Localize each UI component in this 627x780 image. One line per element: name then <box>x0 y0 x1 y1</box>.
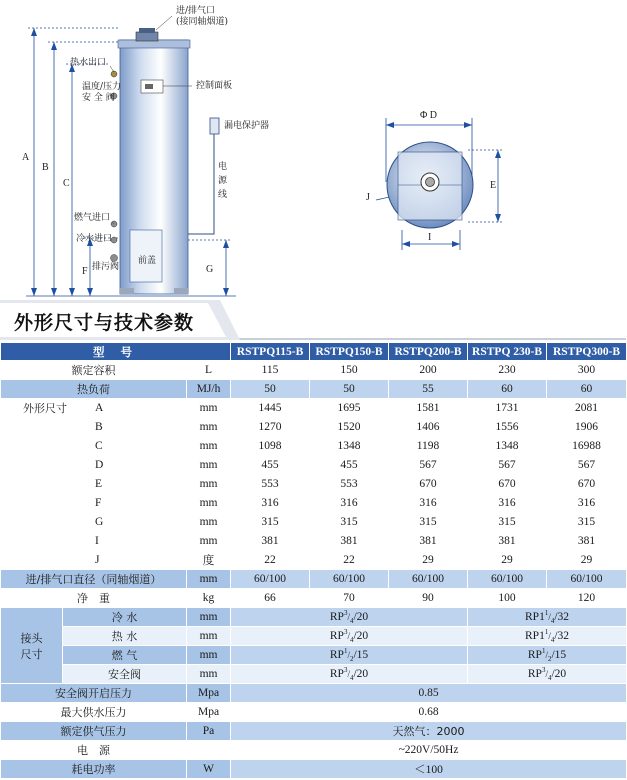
fitting-small-models <box>231 646 468 665</box>
row-unit: mm <box>187 513 231 532</box>
connection-name: 安全阀 <box>63 665 187 684</box>
temp-pressure-valve-label-2: 安 全 阀 <box>82 93 115 103</box>
dim-spacer <box>1 494 63 513</box>
fitting-denominator: 2 <box>547 655 552 664</box>
table-row <box>1 684 627 703</box>
row-unit: W <box>187 760 231 779</box>
cell-value: 1198 <box>389 437 468 456</box>
cell-value: 60/100 <box>547 570 627 589</box>
row-unit: 度 <box>187 551 231 570</box>
connection-name: 热 水 <box>63 627 187 646</box>
dim-spacer <box>1 456 63 475</box>
fitting-large-models <box>468 665 627 684</box>
dim-i-label: I <box>428 232 432 243</box>
table-row <box>1 703 627 722</box>
section-title-bar <box>0 300 626 340</box>
table-row <box>1 608 627 627</box>
cold-water-inlet-label: 冷水进口 <box>76 234 113 244</box>
cell-value: 553 <box>231 475 310 494</box>
fitting-denominator: 4 <box>349 636 354 645</box>
connections-label-line2: 尺寸 <box>20 647 43 661</box>
fitting-numerator: 1 <box>343 646 348 655</box>
cell-value: 315 <box>310 513 389 532</box>
row-unit: mm <box>187 532 231 551</box>
row-label: 热负荷 <box>1 380 187 399</box>
row-unit: Mpa <box>187 703 231 722</box>
cell-value: 天然气：2000 <box>231 722 627 741</box>
cell-value: 90 <box>389 589 468 608</box>
row-unit: mm <box>187 418 231 437</box>
connection-name: 冷 水 <box>63 608 187 627</box>
dim-b-label: B <box>42 162 49 173</box>
table-row <box>1 570 627 589</box>
row-unit: mm <box>187 646 231 665</box>
cell-value: 316 <box>547 494 627 513</box>
heater-drawing <box>0 0 626 300</box>
table-row <box>1 551 627 570</box>
cell-value: ~220V/50Hz <box>231 741 627 760</box>
exhaust-port-sub-label: (接同轴烟道) <box>176 17 229 27</box>
fitting-denominator: 4 <box>550 617 555 626</box>
cell-value: 300 <box>547 361 627 380</box>
dim-j-label: J <box>366 192 370 203</box>
dimensions-label: 外形尺寸 <box>1 399 63 418</box>
row-unit: mm <box>187 627 231 646</box>
cell-value: 316 <box>468 494 547 513</box>
row-unit: Pa <box>187 722 231 741</box>
table-row <box>1 722 627 741</box>
cell-value: 22 <box>310 551 389 570</box>
row-unit: mm <box>187 665 231 684</box>
cell-value: 1520 <box>310 418 389 437</box>
fitting-fraction-bar: / <box>545 649 548 660</box>
cell-value: 150 <box>310 361 389 380</box>
fitting-numerator: 3 <box>343 608 348 617</box>
dim-spacer <box>1 475 63 494</box>
fitting-suffix: /20 <box>353 610 369 623</box>
fitting-suffix: /15 <box>551 648 567 661</box>
cell-value: 1270 <box>231 418 310 437</box>
cell-value: 315 <box>468 513 547 532</box>
row-unit: mm <box>187 399 231 418</box>
dim-d-label: Φ D <box>420 110 438 121</box>
dim-letter: D <box>63 456 187 475</box>
control-panel-label: 控制面板 <box>196 81 233 91</box>
cell-value: 0.68 <box>231 703 627 722</box>
connection-name: 燃 气 <box>63 646 187 665</box>
row-unit: L <box>187 361 231 380</box>
row-label: 额定容积 <box>1 361 187 380</box>
table-row <box>1 418 627 437</box>
table-row <box>1 627 627 646</box>
fitting-denominator: 2 <box>349 655 354 664</box>
gas-inlet-label: 燃气进口 <box>74 213 111 223</box>
row-unit: mm <box>187 475 231 494</box>
cell-value: 315 <box>389 513 468 532</box>
dim-letter: C <box>63 437 187 456</box>
fitting-fraction-bar: / <box>548 611 551 622</box>
table-row <box>1 665 627 684</box>
drain-valve-label: 排污阀 <box>92 262 120 272</box>
model-header: RSTPQ300-B <box>547 343 627 361</box>
row-unit: mm <box>187 456 231 475</box>
dim-spacer <box>1 532 63 551</box>
dim-a-label: A <box>22 152 30 163</box>
row-label: 耗电功率 <box>1 760 187 779</box>
fitting-numerator: 3 <box>541 665 546 674</box>
fitting-numerator: 3 <box>343 665 348 674</box>
cell-value: ＜100 <box>231 760 627 779</box>
cell-value: 316 <box>310 494 389 513</box>
row-label: 最大供水压力 <box>1 703 187 722</box>
dim-letter: J <box>63 551 187 570</box>
table-row <box>1 646 627 665</box>
fitting-suffix: /32 <box>554 610 570 623</box>
row-label: 电 源 <box>1 741 187 760</box>
table-row <box>1 513 627 532</box>
row-unit: mm <box>187 437 231 456</box>
fitting-fraction-bar: / <box>548 630 551 641</box>
cell-value: 1731 <box>468 399 547 418</box>
fitting-suffix: /20 <box>551 667 567 680</box>
dim-letter: A <box>63 399 187 418</box>
cell-value: 60/100 <box>310 570 389 589</box>
fitting-prefix: RP1 <box>525 610 545 623</box>
fitting-prefix: RP <box>527 648 542 661</box>
cell-value: 22 <box>231 551 310 570</box>
cell-value: 66 <box>231 589 310 608</box>
cell-value: 50 <box>310 380 389 399</box>
fitting-numerator: 1 <box>541 646 546 655</box>
fitting-prefix: RP <box>329 667 344 680</box>
fitting-fraction-bar: / <box>347 630 350 641</box>
dimension-diagram <box>0 0 626 300</box>
fitting-large-models <box>468 646 627 665</box>
cell-value: 55 <box>389 380 468 399</box>
row-label: 进/排气口直径（同轴烟道） <box>1 570 187 589</box>
cell-value: 60/100 <box>231 570 310 589</box>
table-row <box>1 437 627 456</box>
cell-value: 70 <box>310 589 389 608</box>
fitting-small-models <box>231 665 468 684</box>
cell-value: 1581 <box>389 399 468 418</box>
row-label: 净 重 <box>1 589 187 608</box>
cell-value: 29 <box>547 551 627 570</box>
cell-value: 1695 <box>310 399 389 418</box>
fitting-numerator: 3 <box>343 627 348 636</box>
fitting-suffix: /32 <box>554 629 570 642</box>
dim-spacer <box>1 551 63 570</box>
cell-value: 381 <box>547 532 627 551</box>
table-row <box>1 399 627 418</box>
model-header: RSTPQ200-B <box>389 343 468 361</box>
row-unit: Mpa <box>187 684 231 703</box>
cell-value: 60/100 <box>468 570 547 589</box>
cell-value: 567 <box>468 456 547 475</box>
cell-value: 115 <box>231 361 310 380</box>
cell-value: 316 <box>231 494 310 513</box>
fitting-small-models <box>231 608 468 627</box>
cell-value: 0.85 <box>231 684 627 703</box>
cell-value: 16988 <box>547 437 627 456</box>
cell-value: 381 <box>231 532 310 551</box>
model-header: RSTPQ 230-B <box>468 343 547 361</box>
cell-value: 1906 <box>547 418 627 437</box>
cell-value: 2081 <box>547 399 627 418</box>
table-row <box>1 532 627 551</box>
dim-letter: B <box>63 418 187 437</box>
dimension-rows <box>1 399 627 570</box>
row-label: 额定供气压力 <box>1 722 187 741</box>
fitting-suffix: /15 <box>353 648 369 661</box>
dim-spacer <box>1 513 63 532</box>
cell-value: 670 <box>547 475 627 494</box>
cell-value: 567 <box>389 456 468 475</box>
fitting-fraction-bar: / <box>347 668 350 679</box>
cell-value: 1406 <box>389 418 468 437</box>
cell-value: 381 <box>468 532 547 551</box>
cell-value: 1556 <box>468 418 547 437</box>
leakage-protector-label: 漏电保护器 <box>224 121 270 131</box>
cell-value: 553 <box>310 475 389 494</box>
front-cover-label: 前盖 <box>138 256 157 266</box>
cell-value: 670 <box>468 475 547 494</box>
cell-value: 455 <box>231 456 310 475</box>
exhaust-port-label: 进/排气口 <box>176 6 216 16</box>
cell-value: 50 <box>231 380 310 399</box>
cell-value: 1098 <box>231 437 310 456</box>
fitting-suffix: /20 <box>353 629 369 642</box>
table-row <box>1 361 627 380</box>
fitting-denominator: 4 <box>349 617 354 626</box>
fitting-large-models <box>468 627 627 646</box>
power-cord-label: 电源线 <box>218 162 228 200</box>
row-unit: mm <box>187 570 231 589</box>
cell-value: 670 <box>389 475 468 494</box>
model-header: RSTPQ150-B <box>310 343 389 361</box>
dim-letter: I <box>63 532 187 551</box>
fitting-suffix: /20 <box>353 667 369 680</box>
cell-value: 230 <box>468 361 547 380</box>
cell-value: 100 <box>468 589 547 608</box>
spec-table <box>0 342 627 779</box>
cell-value: 60/100 <box>389 570 468 589</box>
cell-value: 200 <box>389 361 468 380</box>
cell-value: 1445 <box>231 399 310 418</box>
connection-rows <box>1 608 627 684</box>
row-unit: mm <box>187 608 231 627</box>
table-row <box>1 741 627 760</box>
dim-letter: F <box>63 494 187 513</box>
fitting-denominator: 4 <box>547 674 552 683</box>
page-title: 外形尺寸与技术参数 <box>14 312 195 334</box>
dim-c-label: C <box>63 178 70 189</box>
model-header: RSTPQ115-B <box>231 343 310 361</box>
table-row <box>1 456 627 475</box>
fitting-prefix: RP <box>527 667 542 680</box>
fitting-prefix: RP1 <box>525 629 545 642</box>
dim-letter: E <box>63 475 187 494</box>
dim-letter: G <box>63 513 187 532</box>
cell-value: 381 <box>310 532 389 551</box>
row-unit: mm <box>187 494 231 513</box>
row-unit: MJ/h <box>187 380 231 399</box>
hot-water-outlet-label: 热水出口 <box>70 58 107 68</box>
table-row <box>1 380 627 399</box>
type-header: 型 号 <box>1 343 231 361</box>
fitting-fraction-bar: / <box>347 649 350 660</box>
row-unit <box>187 741 231 760</box>
cell-value: 29 <box>389 551 468 570</box>
table-header-row <box>1 343 627 361</box>
table-row <box>1 589 627 608</box>
fitting-numerator: 1 <box>544 627 549 636</box>
fitting-numerator: 1 <box>544 608 549 617</box>
fitting-fraction-bar: / <box>347 611 350 622</box>
dim-spacer <box>1 418 63 437</box>
fitting-prefix: RP <box>329 629 344 642</box>
cell-value: 315 <box>547 513 627 532</box>
fitting-denominator: 4 <box>349 674 354 683</box>
fitting-denominator: 4 <box>550 636 555 645</box>
connections-label <box>1 608 63 684</box>
cell-value: 315 <box>231 513 310 532</box>
dim-g-label: G <box>206 264 214 275</box>
cell-value: 60 <box>547 380 627 399</box>
cell-value: 60 <box>468 380 547 399</box>
row-label: 安全阀开启压力 <box>1 684 187 703</box>
dim-f-label: F <box>82 266 88 277</box>
table-row <box>1 475 627 494</box>
table-row <box>1 494 627 513</box>
fitting-prefix: RP <box>329 648 344 661</box>
cell-value: 120 <box>547 589 627 608</box>
fitting-fraction-bar: / <box>545 668 548 679</box>
cell-value: 29 <box>468 551 547 570</box>
fitting-prefix: RP <box>329 610 344 623</box>
cell-value: 316 <box>389 494 468 513</box>
connections-label-line1: 接头 <box>20 631 43 645</box>
row-unit: kg <box>187 589 231 608</box>
cell-value: 567 <box>547 456 627 475</box>
cell-value: 1348 <box>310 437 389 456</box>
fitting-small-models <box>231 627 468 646</box>
fitting-large-models <box>468 608 627 627</box>
dim-spacer <box>1 437 63 456</box>
dim-e-label: E <box>490 180 497 191</box>
temp-pressure-valve-label: 温度/压力 <box>82 82 122 92</box>
cell-value: 455 <box>310 456 389 475</box>
table-row <box>1 760 627 779</box>
cell-value: 381 <box>389 532 468 551</box>
cell-value: 1348 <box>468 437 547 456</box>
